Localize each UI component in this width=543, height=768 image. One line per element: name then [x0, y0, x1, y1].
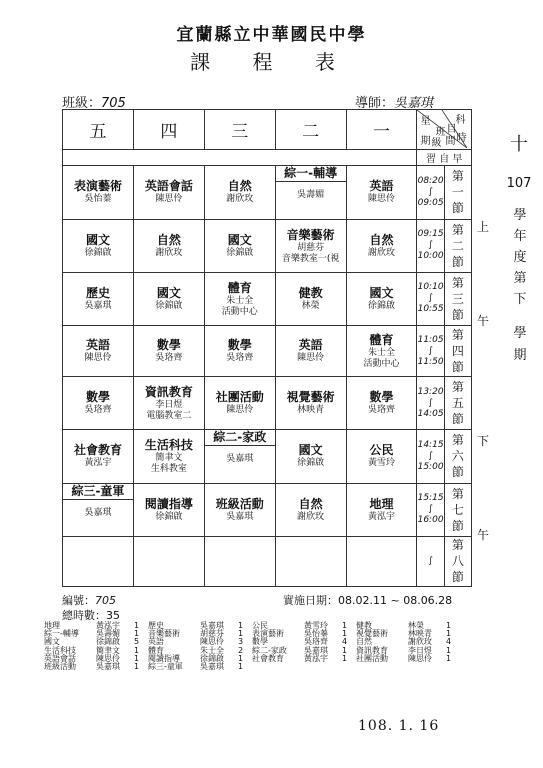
legend-teacher: 朱士全: [200, 645, 224, 655]
teacher-name: 吳珞齊: [155, 353, 183, 364]
code-value: 705: [95, 594, 116, 607]
legend-count: [446, 663, 460, 671]
legend-subject: [252, 663, 304, 671]
class-cell: [275, 272, 346, 325]
legend-count: 1: [238, 662, 244, 672]
time-text: ∫: [428, 504, 433, 515]
period-char: 五: [451, 396, 464, 411]
code-info: [62, 592, 116, 608]
teacher-name: 黃泓宇: [368, 511, 396, 522]
class-label: 班級：: [62, 96, 102, 111]
legend-subject: 表演藝術: [252, 629, 284, 639]
legend-teacher: 吳珞齊: [304, 637, 328, 647]
legend-count: 1: [134, 629, 140, 639]
period-time: [417, 536, 444, 586]
class-cell: [63, 430, 134, 483]
legend-subject: 綜三-童軍: [148, 662, 183, 672]
legend-subject: 班級活動: [44, 662, 76, 672]
room-name: 活動中心: [363, 359, 400, 370]
legend-subject: 視覺藝術: [356, 629, 388, 639]
subject-name: 數學: [369, 390, 394, 405]
legend-subject: 社團活動: [356, 653, 388, 663]
class-cell: [275, 166, 346, 219]
subject-name: 體育: [227, 280, 252, 295]
legend-count: 1: [446, 621, 452, 630]
subject-name: 英語: [369, 179, 394, 194]
teacher-name: 黃雪玲: [368, 458, 396, 469]
teacher-name: 林映青: [297, 405, 325, 416]
subject-name: 綜三-童軍: [63, 484, 133, 500]
teacher-name: 徐錦啟: [155, 511, 183, 522]
class-cell: [204, 272, 275, 325]
subject-name: 班級活動: [215, 496, 264, 511]
period-label: [444, 219, 471, 272]
legend-teacher: 黃雪玲: [304, 621, 328, 630]
legend-teacher: 吳嘉琪: [96, 662, 120, 672]
legend-teacher: 林榮: [408, 621, 424, 630]
legend-teacher: 吳嘉琪: [200, 621, 224, 630]
room-name: 音樂教室一(視: [281, 253, 340, 264]
side-char: 年: [513, 229, 527, 244]
time-text: ∫: [428, 186, 433, 197]
period-char: 第: [451, 486, 464, 501]
room-name: 生科教室: [150, 464, 187, 475]
side-char: 學: [513, 326, 527, 341]
class-cell: [346, 430, 417, 483]
teacher-name: 吳嘉琪: [226, 454, 254, 465]
class-cell: [133, 536, 204, 586]
subject-name: 自然: [369, 232, 394, 247]
time-text: 11:05: [417, 334, 444, 345]
legend-subject: 英語會話: [44, 653, 76, 663]
side-term-2: [510, 323, 530, 367]
class-cell: [204, 430, 275, 483]
legend-teacher: 吳嘉琪: [304, 645, 328, 655]
class-cell: [204, 219, 275, 272]
time-text: ∫: [428, 450, 433, 461]
legend-count: 1: [134, 662, 140, 672]
legend-count: 3: [238, 637, 244, 647]
legend-count: 1: [342, 629, 348, 639]
timetable: [62, 109, 472, 587]
period-label: [444, 536, 471, 586]
subject-name: 自然: [156, 232, 181, 247]
period-char: 一: [451, 185, 464, 200]
subject-name: 地理: [369, 496, 394, 511]
period-char: 八: [451, 554, 464, 569]
time-text: 14:05: [417, 408, 444, 419]
legend-teacher: 李日煜: [408, 645, 432, 655]
room-name: 活動中心: [221, 306, 258, 317]
legend-subject: 綜二-家政: [252, 645, 287, 655]
time-text: 10:10: [417, 282, 444, 293]
corner-xing: 星: [420, 116, 431, 127]
legend-count: 1: [134, 621, 140, 630]
period-char: 第: [451, 380, 464, 395]
class-cell: [346, 166, 417, 219]
teacher-name: 胡慈芬: [297, 242, 325, 253]
period-char: 四: [451, 344, 464, 359]
day-header-fri: 五: [63, 110, 134, 150]
class-cell: [346, 219, 417, 272]
subject-name: 健教: [298, 285, 323, 300]
subject-name: 英語: [85, 338, 110, 353]
period-char: 第: [451, 222, 464, 237]
class-cell: [133, 219, 204, 272]
period-time: [417, 272, 444, 325]
legend-subject: 生活科技: [44, 645, 76, 655]
teacher-name: 徐錦啟: [226, 247, 254, 258]
legend-subject: 公民: [252, 621, 268, 630]
time-text: ∫: [428, 397, 433, 408]
time-text: 10:55: [417, 304, 444, 315]
day-header-tue: 二: [275, 110, 346, 150]
period-label: [444, 430, 471, 483]
legend-teacher: 謝欣玫: [408, 637, 432, 647]
subject-name: 生活科技: [144, 438, 193, 453]
legend-subject: 綜一-輔導: [44, 629, 79, 639]
period-char: 第: [451, 433, 464, 448]
room-name: 電腦教室二: [146, 411, 192, 422]
period-label: [444, 325, 471, 376]
side-char: 學: [513, 208, 527, 223]
corner-ban: 班: [435, 127, 446, 138]
legend-teacher: [408, 663, 446, 671]
teacher-name: 徐錦啟: [155, 300, 183, 311]
hours-label: 總時數：: [62, 609, 106, 622]
teacher-name: 徐錦啟: [297, 458, 325, 469]
legend-teacher: 吳嘉琪: [200, 662, 224, 672]
class-cell: [346, 483, 417, 536]
period-char: 第: [451, 328, 464, 343]
subject-name: 體育: [369, 333, 394, 348]
period-char: 七: [451, 502, 464, 517]
legend-count: 1: [446, 645, 452, 655]
legend-count: 4: [446, 637, 452, 647]
subject-name: 數學: [227, 338, 252, 353]
half-up: 上: [477, 220, 490, 234]
day-header-wed: 三: [204, 110, 275, 150]
legend-teacher: 陳思伶: [408, 653, 432, 663]
legend-teacher: 簡聿文: [96, 645, 120, 655]
period-char: 六: [451, 449, 464, 464]
teacher-name: 朱士全: [368, 348, 396, 359]
mentor-value: 吳嘉琪: [394, 96, 434, 111]
teacher-name: 陳思伶: [297, 353, 325, 364]
teacher-name: 吳嘉琪: [84, 300, 112, 311]
legend-subject: 歷史: [148, 621, 164, 630]
side-ten: 十: [510, 134, 528, 155]
subject-name: 國文: [298, 443, 323, 458]
corner-header: [417, 110, 472, 150]
subject-name: 綜二-家政: [205, 430, 275, 446]
time-text: 09:15: [417, 229, 444, 240]
period-label: 實施日期：: [283, 594, 338, 607]
teacher-legend: [44, 622, 514, 671]
teacher-name: 陳思伶: [368, 194, 396, 205]
side-char: 下: [513, 292, 527, 307]
class-cell: [63, 377, 134, 430]
legend-row: [44, 663, 514, 671]
teacher-name: 朱士全: [226, 295, 254, 306]
class-cell: [275, 536, 346, 586]
period-label: [444, 377, 471, 430]
period-char: 節: [451, 465, 464, 480]
teacher-name: 吳嘉琪: [84, 507, 112, 518]
subject-name: 國文: [227, 232, 252, 247]
time-text: 09:05: [417, 197, 444, 208]
class-cell: [204, 325, 275, 376]
legend-count: 1: [446, 629, 452, 639]
side-char: 度: [513, 250, 527, 265]
time-text: ∫: [428, 293, 433, 304]
half-wu-afternoon: 午: [477, 528, 490, 542]
teacher-name: 李日煜: [155, 400, 183, 411]
period-time: [417, 219, 444, 272]
corner-jian: 間: [445, 136, 456, 147]
teacher-name: 謝欣玫: [226, 194, 254, 205]
class-cell: [133, 430, 204, 483]
legend-teacher: 林映青: [408, 629, 432, 639]
teacher-name: 簡聿文: [155, 453, 183, 464]
teacher-name: 吳壽媚: [297, 190, 325, 201]
subject-name: 國文: [369, 285, 394, 300]
legend-subject: 國文: [44, 637, 60, 647]
class-cell: [346, 325, 417, 376]
subject-name: 社團活動: [215, 390, 264, 405]
time-text: ∫: [428, 345, 433, 356]
class-cell: [204, 166, 275, 219]
class-cell: [275, 430, 346, 483]
legend-teacher: 黃泓宇: [96, 621, 120, 630]
teacher-name: 謝欣玫: [297, 511, 325, 522]
period-value: 08.02.11 ~ 08.06.28: [338, 594, 453, 607]
side-char: 第: [513, 271, 527, 286]
legend-count: 1: [238, 621, 244, 630]
code-label: 編號：: [62, 594, 95, 607]
time-text: 13:20: [417, 386, 444, 397]
class-cell: [133, 272, 204, 325]
teacher-name: 吳嘉琪: [226, 511, 254, 522]
legend-count: [342, 663, 356, 671]
time-text: 15:00: [417, 461, 444, 472]
legend-teacher: 吳壽媚: [96, 629, 120, 639]
period-label: [444, 483, 471, 536]
period-label: [444, 272, 471, 325]
side-year: 107: [506, 176, 532, 191]
subject-name: 視覺藝術: [286, 390, 335, 405]
class-cell: [133, 483, 204, 536]
corner-ji: 級: [431, 138, 442, 149]
time-text: 15:15: [417, 493, 444, 504]
legend-subject: 資訊教育: [356, 645, 388, 655]
class-cell: [63, 325, 134, 376]
class-cell: [346, 272, 417, 325]
period-char: 第: [451, 169, 464, 184]
class-cell: [133, 325, 204, 376]
side-char: 期: [513, 348, 527, 363]
half-wu-morning: 午: [477, 314, 490, 328]
legend-count: 5: [134, 637, 140, 647]
legend-subject: 地理: [44, 621, 60, 630]
legend-count: 1: [342, 653, 348, 663]
period-char: 節: [451, 570, 464, 585]
subject-name: 歷史: [85, 285, 110, 300]
period-char: 節: [451, 360, 464, 375]
subject-name: 數學: [156, 338, 181, 353]
class-cell: [204, 483, 275, 536]
period-char: 節: [451, 201, 464, 216]
legend-subject: 英語: [148, 637, 164, 647]
time-text: 16:00: [417, 515, 444, 526]
subject-name: 綜一-輔導: [276, 166, 346, 182]
subject-name: 國文: [85, 232, 110, 247]
period-time: [417, 166, 444, 219]
legend-subject: 社會教育: [252, 653, 284, 663]
date-stamp: 108. 1. 16: [358, 718, 440, 734]
time-text: 08:20: [417, 175, 444, 186]
document-title: 課 程 表: [190, 50, 353, 74]
period-label: [444, 166, 471, 219]
teacher-name: 黃泓宇: [84, 458, 112, 469]
corner-qi: 期: [420, 136, 431, 147]
subject-name: 公民: [369, 443, 394, 458]
class-cell: [346, 536, 417, 586]
legend-teacher: 黃泓宇: [304, 653, 328, 663]
class-cell: [275, 219, 346, 272]
half-down: 下: [477, 434, 490, 448]
time-text: ∫: [428, 555, 433, 566]
teacher-name: 陳思伶: [226, 405, 254, 416]
legend-teacher: 徐錦啟: [96, 637, 120, 647]
class-cell: [63, 166, 134, 219]
class-cell: [346, 377, 417, 430]
class-cell: [133, 166, 204, 219]
legend-teacher: 胡慈芬: [200, 629, 224, 639]
teacher-name: 吳珞齊: [226, 353, 254, 364]
legend-teacher: [304, 663, 342, 671]
teacher-name: 謝欣玫: [155, 247, 183, 258]
subject-name: 閱讀指導: [144, 496, 193, 511]
teacher-name: 吳珞齊: [368, 405, 396, 416]
legend-count: 1: [342, 645, 348, 655]
legend-count: 4: [342, 637, 348, 647]
legend-count: 2: [238, 645, 244, 655]
legend-subject: 數學: [252, 637, 268, 647]
period-info: [283, 592, 452, 608]
class-cell: [63, 536, 134, 586]
subject-name: 表演藝術: [73, 179, 122, 194]
corner-ke: 科: [455, 115, 466, 126]
period-char: 三: [451, 291, 464, 306]
class-cell: [63, 483, 134, 536]
legend-teacher: 陳思伶: [200, 637, 224, 647]
period-char: 節: [451, 307, 464, 322]
teacher-name: 徐錦啟: [368, 300, 396, 311]
teacher-name: 謝欣玫: [368, 247, 396, 258]
period-char: 節: [451, 254, 464, 269]
legend-teacher: 陳思伶: [96, 653, 120, 663]
legend-count: 1: [134, 645, 140, 655]
period-char: 第: [451, 538, 464, 553]
subject-name: 英語: [298, 338, 323, 353]
period-time: [417, 483, 444, 536]
school-name: 宜蘭縣立中華國民中學: [176, 25, 367, 45]
legend-count: 1: [238, 629, 244, 639]
teacher-name: 吳珞齊: [84, 405, 112, 416]
time-text: 10:00: [417, 251, 444, 262]
class-cell: [275, 377, 346, 430]
day-header-mon: 一: [346, 110, 417, 150]
period-char: 節: [451, 412, 464, 427]
subject-name: 英語會話: [144, 179, 193, 194]
subject-name: 自然: [227, 179, 252, 194]
corner-shi: 時: [456, 133, 467, 144]
period-char: 二: [451, 238, 464, 253]
class-cell: [275, 325, 346, 376]
legend-subject: 體育: [148, 645, 164, 655]
legend-subject: [356, 663, 408, 671]
time-text: ∫: [428, 240, 433, 251]
class-cell: [275, 483, 346, 536]
period-char: 第: [451, 275, 464, 290]
teacher-name: 吳怡蓁: [84, 194, 112, 205]
class-cell: [133, 377, 204, 430]
legend-count: 1: [446, 653, 452, 663]
legend-count: 1: [134, 653, 140, 663]
period-time: [417, 377, 444, 430]
mentor-label: 導師：: [355, 96, 395, 111]
teacher-name: 徐錦啟: [84, 247, 112, 258]
legend-count: 1: [238, 653, 244, 663]
subject-name: 社會教育: [73, 443, 122, 458]
legend-subject: 自然: [356, 637, 372, 647]
teacher-name: 陳思伶: [84, 353, 112, 364]
class-cell: [63, 272, 134, 325]
subject-name: 資訊教育: [144, 385, 193, 400]
corner-mu: 目: [446, 124, 457, 135]
teacher-name: 林榮: [301, 300, 320, 311]
legend-count: 1: [342, 621, 348, 630]
legend-teacher: 徐錦啟: [200, 653, 224, 663]
hours-value: 35: [106, 609, 120, 622]
legend-subject: 閱讀指導: [148, 653, 180, 663]
time-text: 14:15: [417, 439, 444, 450]
morning-study: 習 自 早: [417, 149, 472, 165]
teacher-name: 陳思伶: [155, 194, 183, 205]
time-text: 11:50: [417, 356, 444, 367]
class-cell: [204, 377, 275, 430]
period-time: [417, 325, 444, 376]
class-cell: [204, 536, 275, 586]
side-term: [510, 205, 530, 310]
class-value: 705: [101, 96, 126, 111]
legend-subject: 音樂藝術: [148, 629, 180, 639]
subject-name: 數學: [85, 390, 110, 405]
day-header-thu: 四: [133, 110, 204, 150]
subject-name: 國文: [156, 285, 181, 300]
legend-subject: 健教: [356, 621, 372, 630]
class-cell: [63, 219, 134, 272]
period-char: 節: [451, 518, 464, 533]
morning-blank: [63, 149, 417, 165]
subject-name: 音樂藝術: [286, 227, 335, 242]
subject-name: 自然: [298, 496, 323, 511]
legend-teacher: 吳怡蓁: [304, 629, 328, 639]
period-time: [417, 430, 444, 483]
